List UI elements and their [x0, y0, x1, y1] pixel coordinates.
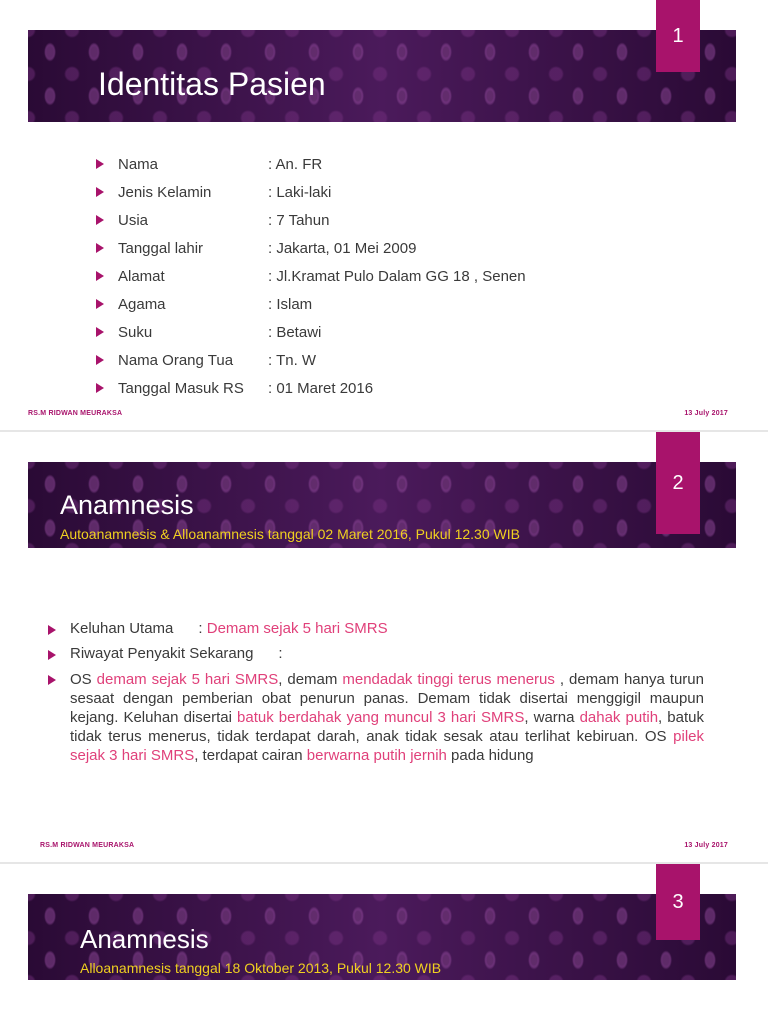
field-label: Jenis Kelamin [118, 183, 212, 201]
keluhan-utama-item [48, 620, 704, 637]
footer-date: 13 July 2017 [684, 410, 728, 417]
paragraph-text: , demam [278, 671, 343, 688]
slide-number: 1 [656, 0, 700, 72]
highlighted-text: pilek sejak 3 hari SMRS [70, 728, 704, 764]
field-label: Usia [118, 211, 149, 229]
slide-title: Anamnesis [60, 490, 194, 520]
highlighted-text: batuk berdahak yang muncul 3 hari SMRS [237, 709, 525, 726]
identity-field-row [96, 262, 526, 290]
bullet-triangle-icon [48, 650, 56, 660]
identity-field-row [96, 374, 526, 402]
bullet-triangle-icon [48, 625, 56, 635]
field-value: : Islam [268, 295, 313, 313]
bullet-triangle-icon [48, 675, 56, 685]
field-value: : Betawi [268, 323, 322, 341]
history-paragraph [70, 670, 704, 765]
slide-subtitle: Autoanamnesis & Alloanamnesis tanggal 02 Maret 2016, Pukul 12.30 WIB [60, 526, 520, 542]
paragraph-text: OS [70, 671, 97, 688]
slide-2 [0, 432, 768, 862]
field-value: : 01 Maret 2016 [268, 379, 374, 397]
identity-field-row [96, 318, 526, 346]
field-value: : Jakarta, 01 Mei 2009 [268, 239, 417, 257]
identity-field-row [96, 290, 526, 318]
bullet-triangle-icon [96, 383, 104, 393]
field-value: : An. FR [268, 155, 323, 173]
keluhan-value: Demam sejak 5 hari SMRS [206, 620, 388, 637]
identity-field-list [96, 150, 526, 402]
highlighted-text: demam sejak 5 hari SMRS [96, 671, 279, 688]
field-label: Alamat [118, 267, 165, 285]
field-value: : Tn. W [268, 351, 317, 369]
field-value: : Jl.Kramat Pulo Dalam GG 18 , Senen [268, 267, 526, 285]
identity-field-row [96, 234, 526, 262]
bullet-triangle-icon [96, 271, 104, 281]
highlighted-text: dahak putih [579, 709, 659, 726]
bullet-triangle-icon [96, 299, 104, 309]
highlighted-text: berwarna putih jernih [306, 747, 447, 764]
footer-hospital: RS.M RIDWAN MEURAKSA [40, 842, 135, 849]
bullet-triangle-icon [96, 159, 104, 169]
history-paragraph-item [48, 670, 704, 765]
bullet-triangle-icon [96, 187, 104, 197]
riwayat-label: Riwayat Penyakit Sekarang : [70, 645, 283, 662]
riwayat-item [48, 645, 704, 662]
bullet-triangle-icon [96, 215, 104, 225]
anamnesis-content [48, 620, 704, 773]
bullet-triangle-icon [96, 243, 104, 253]
field-label: Agama [118, 295, 166, 313]
slide-number: 2 [656, 432, 700, 534]
identity-field-row [96, 178, 526, 206]
slide-3 [0, 864, 768, 1024]
identity-field-row [96, 346, 526, 374]
bullet-triangle-icon [96, 327, 104, 337]
identity-field-row [96, 150, 526, 178]
paragraph-text: , warna [524, 709, 580, 726]
slide-title: Identitas Pasien [98, 66, 326, 102]
footer-date: 13 July 2017 [684, 842, 728, 849]
field-label: Suku [118, 323, 153, 341]
paragraph-text: pada hidung [446, 747, 534, 764]
keluhan-label: Keluhan Utama [70, 620, 174, 637]
identity-field-row [96, 206, 526, 234]
footer-hospital: RS.M RIDWAN MEURAKSA [28, 410, 123, 417]
field-label: Tanggal lahir [118, 239, 204, 257]
slide-title: Anamnesis [80, 924, 209, 954]
paragraph-text: , batuk tidak terus menerus, tidak terdapat darah, anak tidak sesak atau terlihat kebiruan. OS [70, 709, 704, 745]
bullet-triangle-icon [96, 355, 104, 365]
keluhan-separator: : [173, 620, 207, 637]
field-label: Tanggal Masuk RS [118, 379, 244, 397]
field-label: Nama [118, 155, 159, 173]
highlighted-text: mendadak tinggi terus menerus [342, 671, 555, 688]
field-value: : Laki-laki [268, 183, 332, 201]
slide-subtitle: Alloanamnesis tanggal 18 Oktober 2013, Pukul 12.30 WIB [80, 960, 442, 976]
paragraph-text: , terdapat cairan [194, 747, 307, 764]
paragraph-text: , demam hanya turun sesaat dengan pemberian obat penurun panas. Demam tidak disertai menggigil maupun kejang. Keluhan disertai [70, 671, 704, 726]
field-label: Nama Orang Tua [118, 351, 234, 369]
field-value: : 7 Tahun [268, 211, 330, 229]
slide-number: 3 [656, 864, 700, 940]
slide-1 [0, 0, 768, 430]
